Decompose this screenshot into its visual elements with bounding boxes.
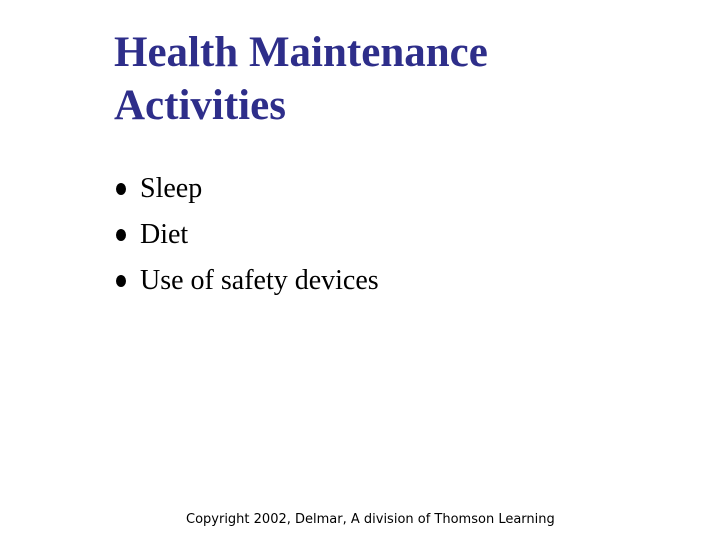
bullet-list xyxy=(114,166,379,304)
bullet-dot-icon xyxy=(116,229,126,241)
bullet-dot-icon xyxy=(116,275,126,287)
slide-title-line-1: Health Maintenance xyxy=(114,29,488,76)
bullet-item-sleep xyxy=(114,166,379,212)
bullet-dot-icon xyxy=(116,183,126,195)
bullet-text: Diet xyxy=(140,219,189,250)
slide-title xyxy=(114,26,674,132)
bullet-text: Use of safety devices xyxy=(140,265,379,296)
bullet-item-diet xyxy=(114,212,379,258)
bullet-item-safety-devices xyxy=(114,258,379,304)
slide-title-line-2: Activities xyxy=(114,82,286,129)
bullet-text: Sleep xyxy=(140,173,203,204)
copyright-footer: Copyright 2002, Delmar, A division of Thomson Learning xyxy=(186,512,555,527)
